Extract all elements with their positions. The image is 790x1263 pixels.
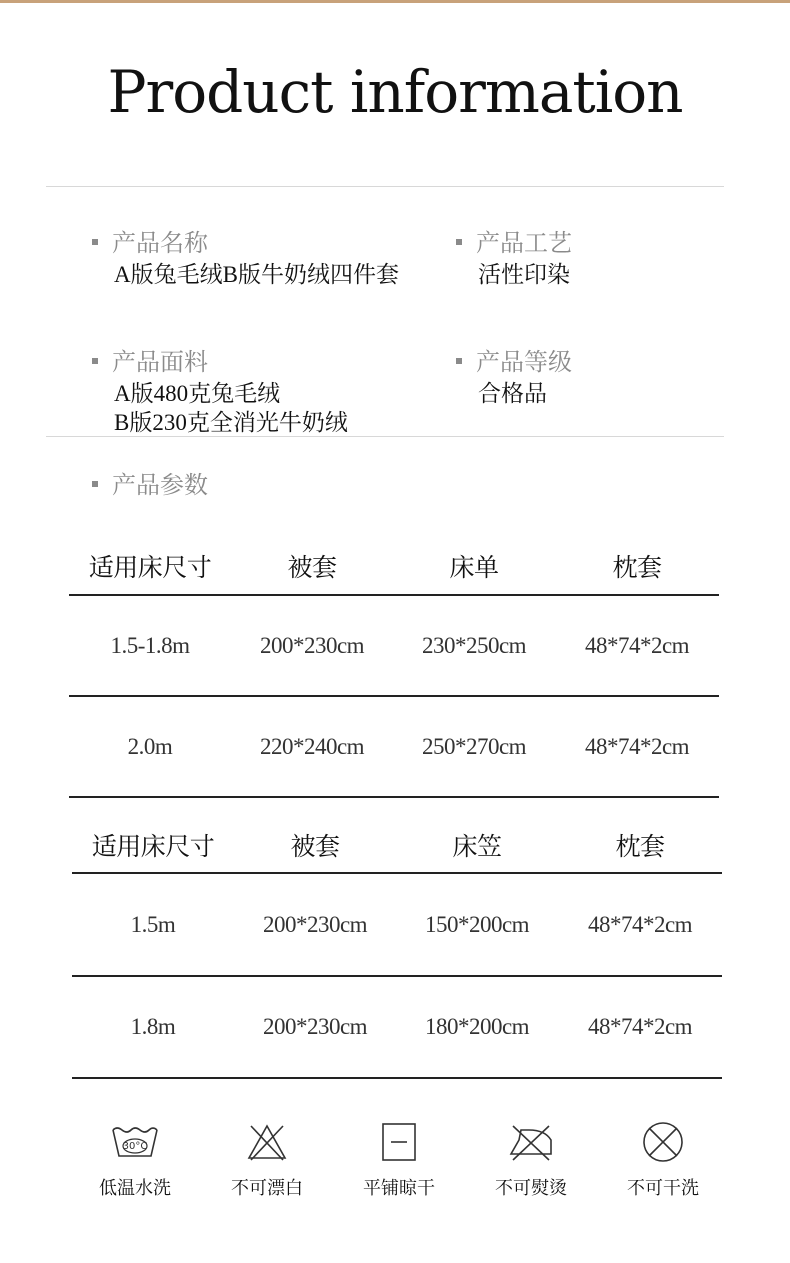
- table-cell: 48*74*2cm: [584, 633, 690, 658]
- table-row: [72, 977, 722, 1077]
- care-item: [70, 1120, 200, 1200]
- top-accent-bar: [0, 0, 790, 3]
- info-product-name: [92, 228, 399, 289]
- table-header-cell: 枕套: [612, 555, 662, 582]
- wash-temp-label: 30°C: [122, 1141, 148, 1152]
- table-row: [69, 697, 719, 797]
- bullet-icon: [92, 239, 98, 245]
- care-instructions: [70, 1120, 770, 1220]
- no-bleach-icon: [241, 1120, 293, 1164]
- care-item: [598, 1120, 728, 1200]
- bullet-icon: [456, 239, 462, 245]
- care-label: 不可漂白: [231, 1178, 303, 1199]
- info-craft: [456, 228, 572, 289]
- page-title: Product information: [107, 58, 683, 126]
- table-header-cell: 适用床尺寸: [88, 555, 212, 582]
- table-cell: 180*200cm: [424, 1014, 530, 1039]
- table-row: [72, 874, 722, 976]
- care-label: 低温水洗: [99, 1178, 171, 1199]
- info-label: 产品等级: [476, 350, 572, 376]
- size-table-2: [72, 820, 722, 1082]
- care-item: [202, 1120, 332, 1200]
- info-value: 活性印染: [478, 262, 570, 287]
- info-label: 产品名称: [112, 231, 208, 257]
- care-label: 不可熨烫: [495, 1178, 567, 1199]
- care-label: 不可干洗: [627, 1178, 699, 1199]
- table-header-cell: 适用床尺寸: [91, 834, 215, 861]
- table-header-cell: 枕套: [615, 834, 665, 861]
- info-grade: [456, 347, 572, 408]
- info-params: [92, 470, 208, 502]
- table-header-row: [69, 540, 719, 592]
- care-label: 平铺晾干: [363, 1178, 435, 1199]
- wash-30-icon: [109, 1120, 161, 1164]
- info-value: 合格品: [478, 381, 547, 406]
- table-header-cell: 床笠: [452, 834, 502, 861]
- info-value: B版230克全消光牛奶绒: [114, 410, 348, 435]
- table-cell: 48*74*2cm: [587, 912, 693, 937]
- table-cell: 250*270cm: [421, 734, 527, 759]
- table-cell: 150*200cm: [424, 912, 530, 937]
- table-cell: 48*74*2cm: [584, 734, 690, 759]
- table-cell: 200*230cm: [262, 912, 368, 937]
- bullet-icon: [92, 481, 98, 487]
- table-cell: 48*74*2cm: [587, 1014, 693, 1039]
- table-cell: 200*230cm: [259, 633, 365, 658]
- info-label: 产品参数: [112, 473, 208, 499]
- flat-dry-icon: [373, 1120, 425, 1164]
- table-header-cell: 被套: [287, 555, 337, 582]
- no-iron-icon: [505, 1120, 557, 1164]
- divider: [46, 186, 724, 187]
- table-rule: [69, 796, 719, 798]
- table-header-cell: 床单: [449, 555, 499, 582]
- table-cell: 220*240cm: [259, 734, 365, 759]
- table-cell: 2.0m: [127, 734, 173, 759]
- info-value: A版480克兔毛绒: [114, 381, 281, 406]
- size-table-1: [69, 540, 719, 800]
- info-label: 产品面料: [112, 350, 208, 376]
- bullet-icon: [92, 358, 98, 364]
- care-item: [466, 1120, 596, 1200]
- table-header-row: [72, 820, 722, 870]
- table-rule: [72, 1077, 722, 1079]
- no-dry-clean-icon: [637, 1120, 689, 1164]
- divider: [46, 436, 724, 437]
- table-cell: 1.5-1.8m: [110, 633, 190, 658]
- table-row: [69, 596, 719, 696]
- info-label: 产品工艺: [476, 231, 572, 257]
- table-cell: 200*230cm: [262, 1014, 368, 1039]
- info-value: A版兔毛绒B版牛奶绒四件套: [114, 262, 399, 287]
- table-header-cell: 被套: [290, 834, 340, 861]
- table-cell: 1.5m: [130, 912, 176, 937]
- bullet-icon: [456, 358, 462, 364]
- table-cell: 1.8m: [130, 1014, 176, 1039]
- table-cell: 230*250cm: [421, 633, 527, 658]
- info-fabric: [92, 347, 348, 437]
- care-item: [334, 1120, 464, 1200]
